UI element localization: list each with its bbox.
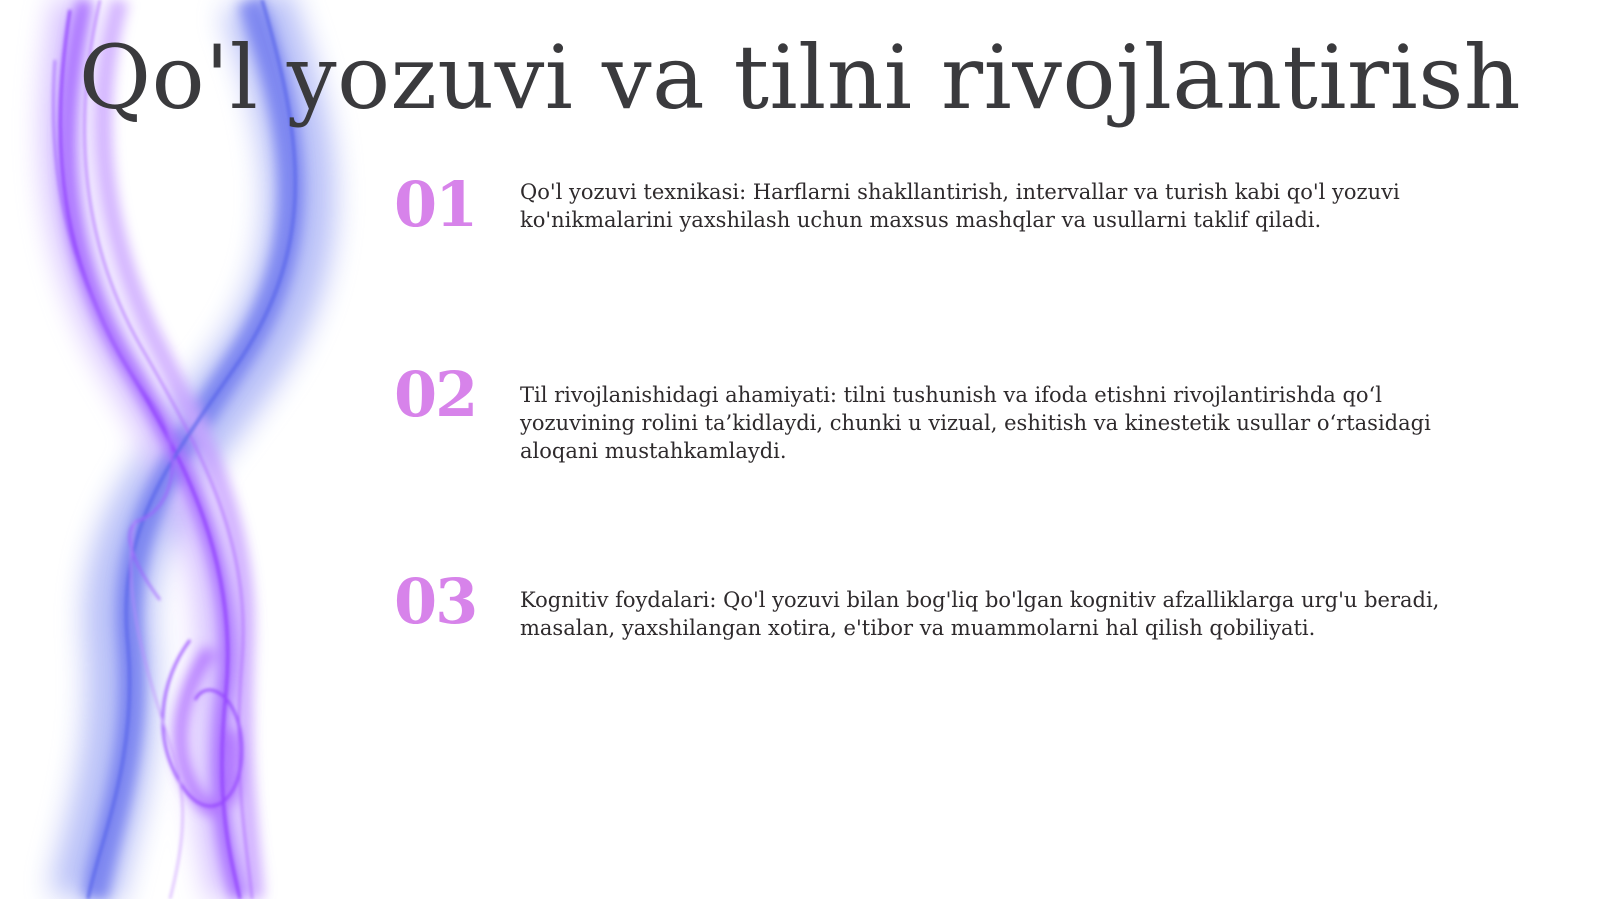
- item-number: 01: [394, 168, 477, 241]
- item-text: Til rivojlanishidagi ahamiyati: tilni tushunish va ifoda etishni rivojlantirishda qo‘l yozuvining rolini ta’kidlaydi, chunki u vizual, eshitish va kinestetik usullar o‘rtasidagi aloqani mustahkamlaydi.: [520, 383, 1431, 463]
- item-text: Kognitiv foydalari: Qo'l yozuvi bilan bog'liq bo'lgan kognitiv afzalliklarga urg'u beradi, masalan, yaxshilangan xotira, e'tibor va muammolarni hal qilish qobiliyati.: [520, 588, 1440, 640]
- item-number: 03: [394, 565, 477, 638]
- item-text: Qo'l yozuvi texnikasi: Harflarni shakllantirish, intervallar va turish kabi qo'l yozuvi ko'nikmalarini yaxshilash uchun maxsus mashqlar va usullarni taklif qiladi.: [520, 180, 1400, 232]
- item-number: 02: [394, 358, 477, 431]
- purple-smoke-decoration: [0, 0, 400, 899]
- slide-title: Qo'l yozuvi va tilni rivojlantirish: [78, 26, 1522, 129]
